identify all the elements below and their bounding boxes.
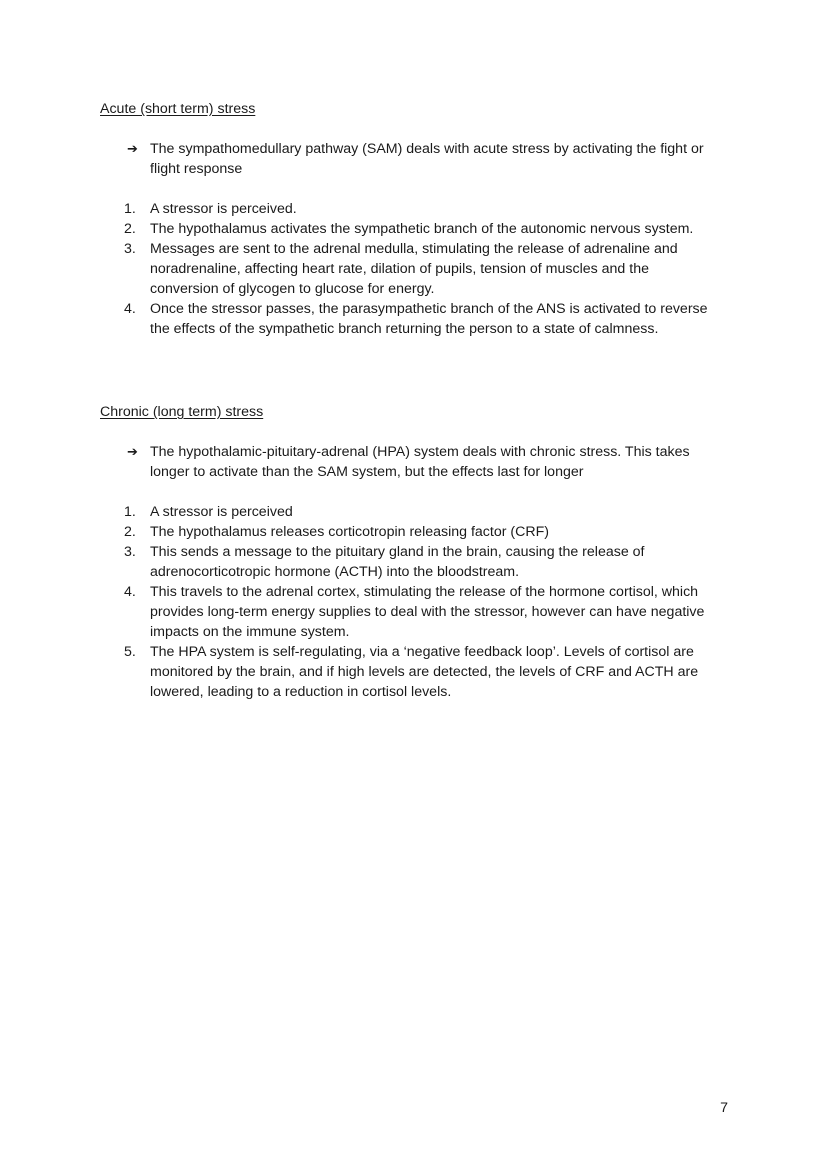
list-item bbox=[100, 219, 720, 239]
acute-stress-heading: Acute (short term) stress bbox=[100, 101, 256, 117]
chronic-arrow-bullet bbox=[100, 442, 710, 482]
acute-stress-section bbox=[100, 99, 740, 339]
list-item bbox=[100, 542, 720, 582]
list-item bbox=[100, 239, 720, 299]
list-item-number: 5. bbox=[124, 644, 136, 660]
list-item-text: A stressor is perceived bbox=[150, 504, 293, 520]
chronic-stress-section bbox=[100, 402, 740, 702]
list-item-number: 4. bbox=[124, 584, 136, 600]
chronic-arrow-text: The hypothalamic-pituitary-adrenal (HPA) system deals with chronic stress. This takes longer to activate than the SAM system, but the effects last for longer bbox=[150, 444, 690, 480]
list-item-text: The hypothalamus releases corticotropin releasing factor (CRF) bbox=[150, 524, 549, 540]
list-item-text: Messages are sent to the adrenal medulla, stimulating the release of adrenaline and noradrenaline, affecting heart rate, dilation of pupils, tension of muscles and the conversion of glycogen to glucose for energy. bbox=[150, 241, 678, 297]
list-item bbox=[100, 502, 720, 522]
acute-steps-list bbox=[100, 199, 740, 339]
list-item bbox=[100, 642, 720, 702]
list-item-number: 1. bbox=[124, 504, 136, 520]
list-item-number: 2. bbox=[124, 221, 136, 237]
page-number: 7 bbox=[720, 1100, 728, 1116]
list-item bbox=[100, 522, 720, 542]
list-item-text: The hypothalamus activates the sympathetic branch of the autonomic nervous system. bbox=[150, 221, 694, 237]
acute-arrow-bullet bbox=[100, 139, 710, 179]
chronic-stress-heading: Chronic (long term) stress bbox=[100, 404, 264, 420]
list-item-number: 4. bbox=[124, 301, 136, 317]
list-item-text: This travels to the adrenal cortex, stimulating the release of the hormone cortisol, which provides long-term energy supplies to deal with the stressor, however can have negative impacts on the immune system. bbox=[150, 584, 705, 640]
list-item bbox=[100, 199, 720, 219]
list-item-number: 3. bbox=[124, 544, 136, 560]
list-item-text: Once the stressor passes, the parasympathetic branch of the ANS is activated to reverse the effects of the sympathetic branch returning the person to a state of calmness. bbox=[150, 301, 708, 337]
acute-arrow-text: The sympathomedullary pathway (SAM) deals with acute stress by activating the fight or flight response bbox=[150, 141, 704, 177]
list-item-text: The HPA system is self-regulating, via a ‘negative feedback loop’. Levels of cortisol are monitored by the brain, and if high levels are detected, the levels of CRF and ACTH are lowered, leading to a reduction in cortisol levels. bbox=[150, 644, 699, 700]
list-item-number: 3. bbox=[124, 241, 136, 257]
list-item-number: 1. bbox=[124, 201, 136, 217]
list-item-number: 2. bbox=[124, 524, 136, 540]
arrow-bullet-icon: ➔ bbox=[127, 141, 138, 156]
list-item bbox=[100, 582, 720, 642]
list-item-text: A stressor is perceived. bbox=[150, 201, 297, 217]
list-item-text: This sends a message to the pituitary gland in the brain, causing the release of adrenocorticotropic hormone (ACTH) into the bloodstream. bbox=[150, 544, 645, 580]
chronic-steps-list bbox=[100, 502, 740, 702]
list-item bbox=[100, 299, 720, 339]
arrow-bullet-icon: ➔ bbox=[127, 444, 138, 459]
